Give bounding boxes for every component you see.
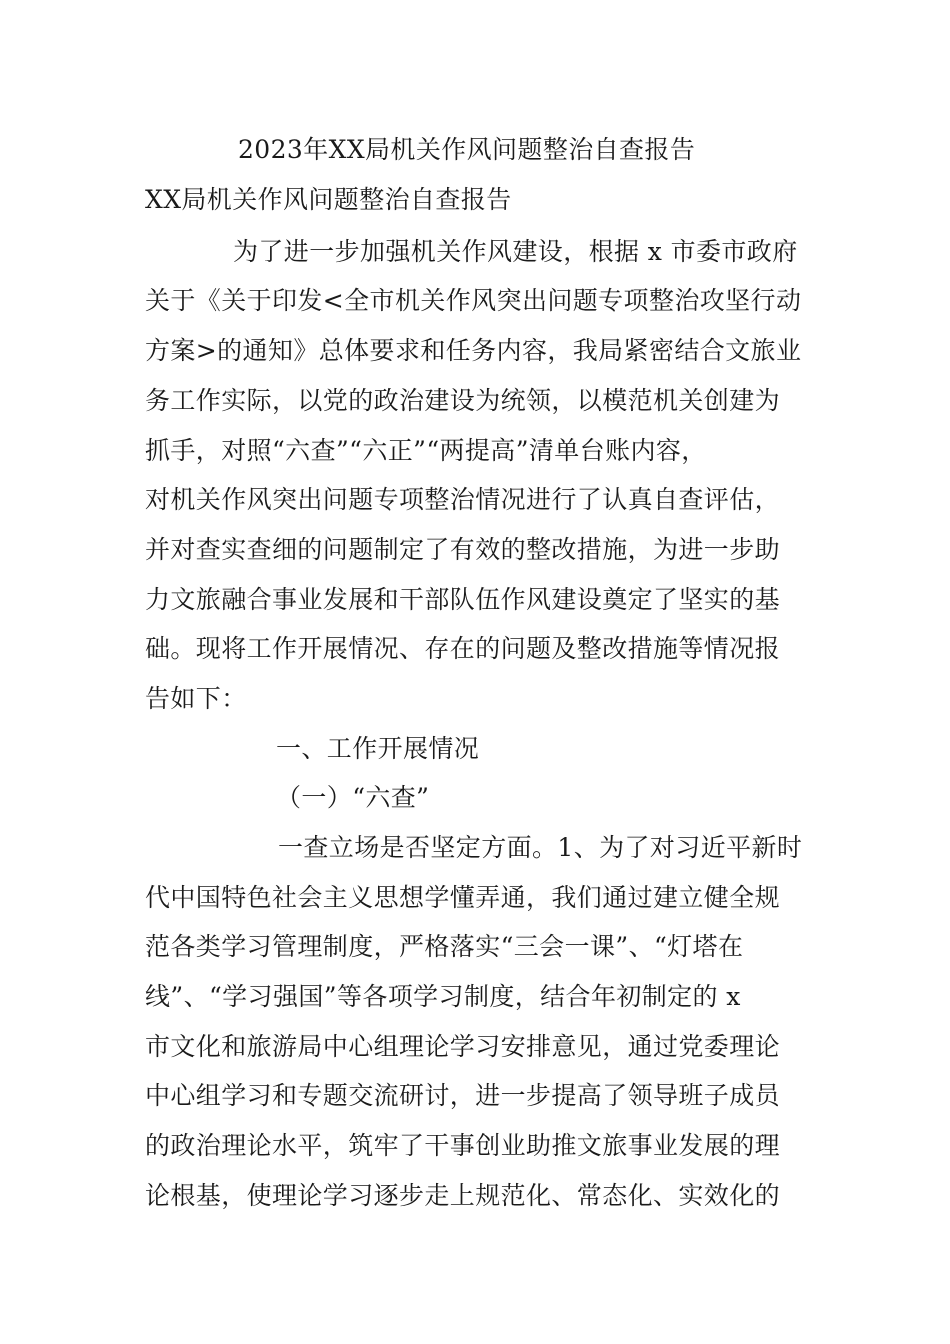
paragraph-line: 线”、“学习强国”等各项学习制度，结合年初制定的 x — [145, 982, 741, 1011]
paragraph-line: 关于《关于印发<全市机关作风突出问题专项整治攻坚行动 — [145, 286, 802, 315]
document-title: 2023年XX局机关作风问题整治自查报告 — [238, 135, 696, 164]
paragraph-line: 一查立场是否坚定方面。1、为了对习近平新时 — [278, 833, 803, 862]
paragraph-line: 务工作实际，以党的政治建设为统领，以模范机关创建为 — [145, 386, 781, 415]
paragraph-line: 力文旅融合事业发展和干部队伍作风建设奠定了坚实的基 — [145, 585, 781, 614]
paragraph-line: 抓手，对照“六查”“六正”“两提高”清单台账内容， — [145, 436, 707, 465]
paragraph-line: 的政治理论水平，筑牢了干事创业助推文旅事业发展的理 — [145, 1131, 781, 1160]
paragraph-line: 对机关作风突出问题专项整治情况进行了认真自查评估， — [145, 485, 781, 514]
paragraph-line: 中心组学习和专题交流研讨，进一步提高了领导班子成员 — [145, 1081, 781, 1110]
paragraph-line: 论根基，使理论学习逐步走上规范化、常态化、实效化的 — [145, 1181, 781, 1210]
document-subtitle: XX局机关作风问题整治自查报告 — [145, 185, 512, 214]
paragraph-line: 为了进一步加强机关作风建设，根据 x 市委市政府 — [233, 237, 798, 266]
subsection-heading: （一）“六查” — [276, 783, 430, 812]
paragraph-line: 并对查实查细的问题制定了有效的整改措施，为进一步助 — [145, 535, 781, 564]
paragraph-line: 代中国特色社会主义思想学懂弄通，我们通过建立健全规 — [145, 883, 781, 912]
paragraph-line: 告如下： — [145, 684, 247, 713]
paragraph-line: 市文化和旅游局中心组理论学习安排意见，通过党委理论 — [145, 1032, 781, 1061]
paragraph-line: 础。现将工作开展情况、存在的问题及整改措施等情况报 — [145, 634, 781, 663]
paragraph-line: 方案>的通知》总体要求和任务内容，我局紧密结合文旅业 — [145, 336, 802, 365]
section-heading: 一、工作开展情况 — [276, 734, 480, 763]
paragraph-line: 范各类学习管理制度，严格落实“三会一课”、“灯塔在 — [145, 932, 744, 961]
